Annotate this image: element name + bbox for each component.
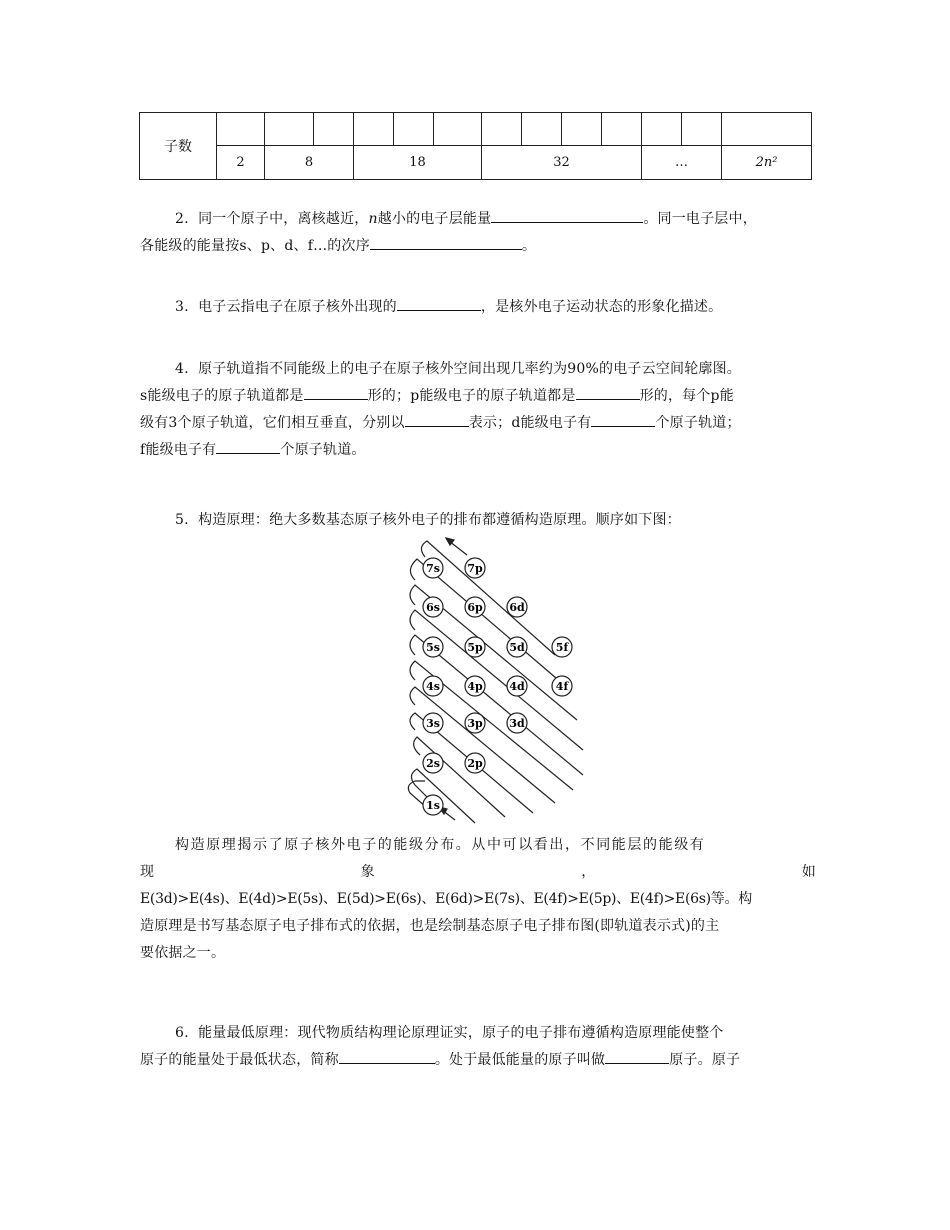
question-text: f能级电子有 (140, 442, 217, 458)
question-text: 象 (360, 864, 375, 880)
table-cell (265, 113, 314, 146)
diagram-path (421, 541, 555, 655)
table-cell (394, 113, 434, 146)
question-6 (140, 1020, 816, 1074)
diagram-path (410, 559, 570, 690)
svg-text:7s: 7s (426, 562, 440, 575)
svg-text:6d: 6d (509, 601, 525, 614)
table-cell (314, 113, 354, 146)
question-text: 原子的能量处于最低状态，简称 (140, 1052, 339, 1068)
table-value: … (642, 146, 722, 180)
svg-text:5f: 5f (555, 641, 569, 654)
orbital-3p (465, 713, 485, 733)
answer-blank[interactable] (405, 412, 469, 427)
question-text: 电子云指电子在原子核外出现的 (198, 299, 397, 315)
table-value: 2 (217, 146, 265, 180)
orbital-2s (423, 753, 443, 773)
table-value: 8 (265, 146, 354, 180)
orbital-3d (507, 713, 527, 733)
table-cell (682, 113, 722, 146)
orbital-5f (552, 637, 572, 657)
question-number: 5. (175, 512, 189, 528)
svg-text:5s: 5s (426, 641, 440, 654)
orbital-4f (552, 676, 572, 696)
svg-text:3p: 3p (467, 717, 483, 730)
orbital-3s (423, 713, 443, 733)
orbital-5p (465, 637, 485, 657)
svg-text:5d: 5d (509, 641, 525, 654)
question-number: 4. (175, 361, 189, 377)
question-text: 原子轨道指不同能级上的电子在原子核外空间出现几率约为90%的电子云空间轮廓图。 (198, 361, 741, 377)
svg-text:4f: 4f (555, 680, 569, 693)
svg-text:7p: 7p (467, 562, 483, 575)
question-text: 构造原理揭示了原子核外电子的能级分布。从中可以看出，不同能层的能级有 (175, 837, 706, 853)
orbital-5d (507, 637, 527, 657)
answer-blank[interactable] (605, 1049, 669, 1064)
svg-text:6s: 6s (426, 601, 440, 614)
variable-n: n (368, 211, 378, 227)
table-cell (434, 113, 482, 146)
question-text: 个原子轨道； (655, 415, 741, 431)
question-text: 。同一电子层中， (643, 211, 757, 227)
svg-text:4s: 4s (426, 680, 440, 693)
question-text: 构造原理：绝大多数基态原子核外电子的排布都遵循构造原理。顺序如下图： (198, 512, 681, 528)
question-number: 3. (175, 299, 189, 315)
question-text: 原子。原子 (669, 1052, 741, 1068)
table-cell (642, 113, 682, 146)
svg-text:3d: 3d (509, 717, 525, 730)
answer-blank[interactable] (591, 412, 655, 427)
question-text: 各能级的能量按s、p、d、f…的次序 (140, 238, 370, 254)
question-text: 。处于最低能量的原子叫做 (434, 1052, 606, 1068)
table-cell (354, 113, 394, 146)
orbital-2p (465, 753, 485, 773)
answer-blank[interactable] (491, 208, 643, 223)
svg-text:3s: 3s (426, 717, 440, 730)
question-3 (140, 294, 816, 321)
orbital-6p (465, 597, 485, 617)
diagram-path (411, 769, 475, 823)
answer-blank[interactable] (576, 385, 640, 400)
electron-shell-table (139, 112, 812, 180)
question-text: 要依据之一。 (140, 945, 226, 961)
orbital-7p (465, 558, 485, 578)
question-text: 如 (801, 864, 816, 880)
table-value: 18 (354, 146, 482, 180)
question-number: 2. (175, 211, 189, 227)
table-value: 32 (482, 146, 642, 180)
question-text: 形的，每个p能 (639, 388, 734, 404)
svg-text:4p: 4p (467, 680, 483, 693)
orbital-5s (423, 637, 443, 657)
svg-text:6p: 6p (467, 601, 483, 614)
answer-blank[interactable] (339, 1049, 435, 1064)
table-cell (602, 113, 642, 146)
question-text: 越小的电子层能量 (377, 211, 492, 227)
energy-comparison: E(3d)>E(4s)、E(4d)>E(5s)、E(5d)>E(6s)、E(6d)>E(7s)、E(4f)>E(5p)、E(4f)>E(6s)等。构 (140, 891, 752, 907)
question-4 (140, 356, 816, 464)
orbital-7s (423, 558, 443, 578)
question-2 (140, 206, 816, 260)
orbital-6d (507, 597, 527, 617)
table-cell (522, 113, 562, 146)
table-value: 2n² (722, 146, 812, 180)
table-cell (722, 113, 812, 146)
question-text: 形的；p能级电子的原子轨道都是 (367, 388, 576, 404)
orbital-4p (465, 676, 485, 696)
question-5-explanation (140, 832, 816, 967)
orbital-6s (423, 597, 443, 617)
question-text: 表示；d能级电子有 (468, 415, 592, 431)
svg-text:2s: 2s (426, 757, 440, 770)
svg-text:4d: 4d (509, 680, 525, 693)
question-text: ，是核外电子运动状态的形象化描述。 (480, 299, 723, 315)
diagram-path (410, 687, 555, 803)
answer-blank[interactable] (370, 235, 522, 250)
question-text: 级有3个原子轨道，它们相互垂直，分别以 (140, 415, 405, 431)
question-text: s能级电子的原子轨道都是 (140, 388, 304, 404)
orbital-1s (423, 795, 443, 815)
question-text: 能量最低原理：现代物质结构理论原理证实，原子的电子排布遵循构造原理能使整个 (198, 1025, 724, 1041)
question-text: 。 (521, 238, 537, 254)
svg-text:1s: 1s (426, 799, 440, 812)
table-row-label: 子数 (140, 113, 217, 180)
table-cell (562, 113, 602, 146)
answer-blank[interactable] (216, 439, 280, 454)
question-number: 6. (175, 1025, 189, 1041)
orbital-4d (507, 676, 527, 696)
question-text: ， (581, 864, 596, 880)
aufbau-diagram (395, 535, 595, 825)
question-text: 现 (140, 864, 155, 880)
answer-blank[interactable] (397, 296, 481, 311)
table-cell (482, 113, 522, 146)
answer-blank[interactable] (304, 385, 368, 400)
table-cell (217, 113, 265, 146)
question-text: 同一个原子中，离核越近， (198, 211, 369, 227)
svg-text:5p: 5p (467, 641, 483, 654)
question-5 (140, 507, 816, 534)
question-text: 个原子轨道。 (280, 442, 366, 458)
orbital-4s (423, 676, 443, 696)
svg-text:2p: 2p (467, 757, 483, 770)
question-text: 造原理是书写基态原子电子排布式的依据，也是绘制基态原子电子排布图(即轨道表示式)的主 (140, 918, 720, 934)
